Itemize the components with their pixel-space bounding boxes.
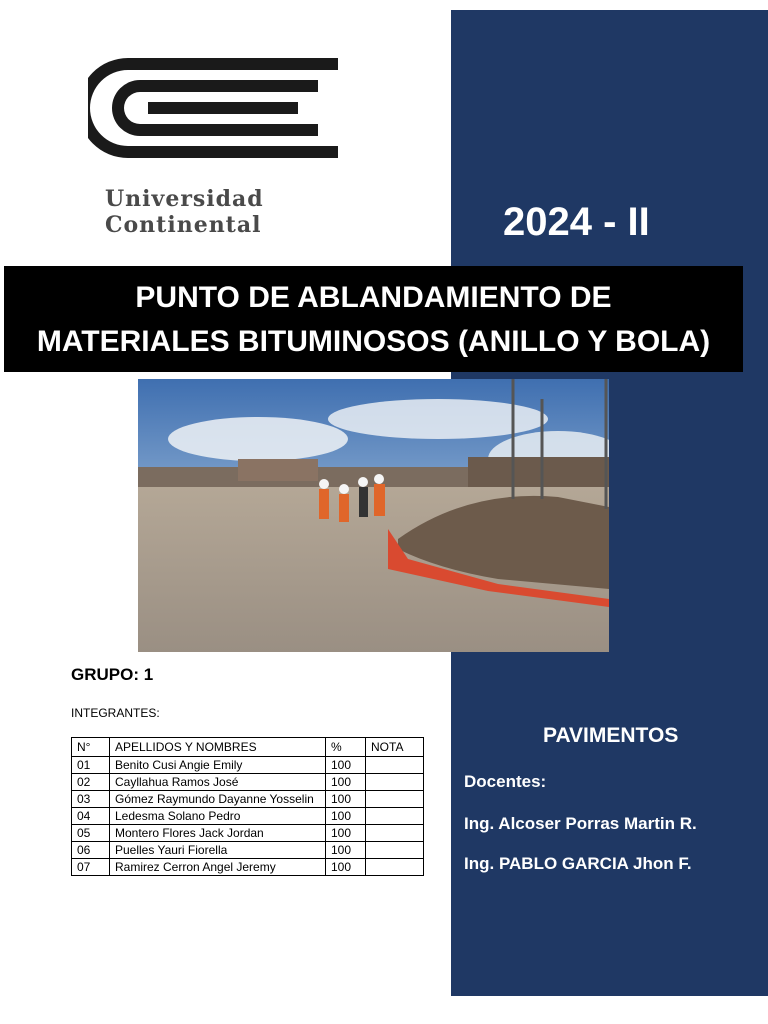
table-row — [72, 791, 424, 808]
university-name — [105, 186, 345, 238]
title-banner — [4, 266, 743, 372]
row-nota — [366, 791, 424, 808]
row-percent: 100 — [326, 808, 366, 825]
row-percent: 100 — [326, 842, 366, 859]
row-name: Ramirez Cerron Angel Jeremy — [110, 859, 326, 876]
members-label: INTEGRANTES: — [71, 706, 160, 720]
row-number: 03 — [72, 791, 110, 808]
header-nota: NOTA — [366, 738, 424, 757]
header-name: APELLIDOS Y NOMBRES — [110, 738, 326, 757]
university-name-line1: Universidad — [105, 186, 264, 212]
group-label: GRUPO: 1 — [71, 665, 154, 684]
row-number: 06 — [72, 842, 110, 859]
row-percent: 100 — [326, 825, 366, 842]
row-name: Montero Flores Jack Jordan — [110, 825, 326, 842]
course-name: PAVIMENTOS — [543, 724, 679, 747]
docente-1: Ing. Alcoser Porras Martin R. — [464, 814, 697, 833]
row-number: 01 — [72, 757, 110, 774]
table-row — [72, 774, 424, 791]
header-number: N° — [72, 738, 110, 757]
term-label: 2024 - II — [503, 200, 650, 244]
table-row — [72, 825, 424, 842]
row-name: Ledesma Solano Pedro — [110, 808, 326, 825]
row-nota — [366, 808, 424, 825]
row-name: Gómez Raymundo Dayanne Yosselin — [110, 791, 326, 808]
row-percent: 100 — [326, 774, 366, 791]
table-row — [72, 757, 424, 774]
title-line1: PUNTO DE ABLANDAMIENTO DE — [135, 281, 612, 314]
row-name: Benito Cusi Angie Emily — [110, 757, 326, 774]
row-nota — [366, 774, 424, 791]
docente-2: Ing. PABLO GARCIA Jhon F. — [464, 854, 692, 873]
row-number: 05 — [72, 825, 110, 842]
row-nota — [366, 825, 424, 842]
docentes-label: Docentes: — [464, 772, 547, 791]
row-name: Puelles Yauri Fiorella — [110, 842, 326, 859]
row-nota — [366, 842, 424, 859]
row-number: 07 — [72, 859, 110, 876]
row-number: 04 — [72, 808, 110, 825]
title-line2: MATERIALES BITUMINOSOS (ANILLO Y BOLA) — [36, 325, 711, 358]
row-percent: 100 — [326, 859, 366, 876]
row-name: Cayllahua Ramos José — [110, 774, 326, 791]
row-percent: 100 — [326, 791, 366, 808]
members-table — [71, 737, 424, 876]
header-percent: % — [326, 738, 366, 757]
table-row — [72, 808, 424, 825]
row-number: 02 — [72, 774, 110, 791]
table-header-row — [72, 738, 424, 757]
table-row — [72, 859, 424, 876]
field-photo — [138, 379, 609, 652]
row-percent: 100 — [326, 757, 366, 774]
row-nota — [366, 859, 424, 876]
university-name-line2: Continental — [105, 212, 262, 238]
row-nota — [366, 757, 424, 774]
table-row — [72, 842, 424, 859]
